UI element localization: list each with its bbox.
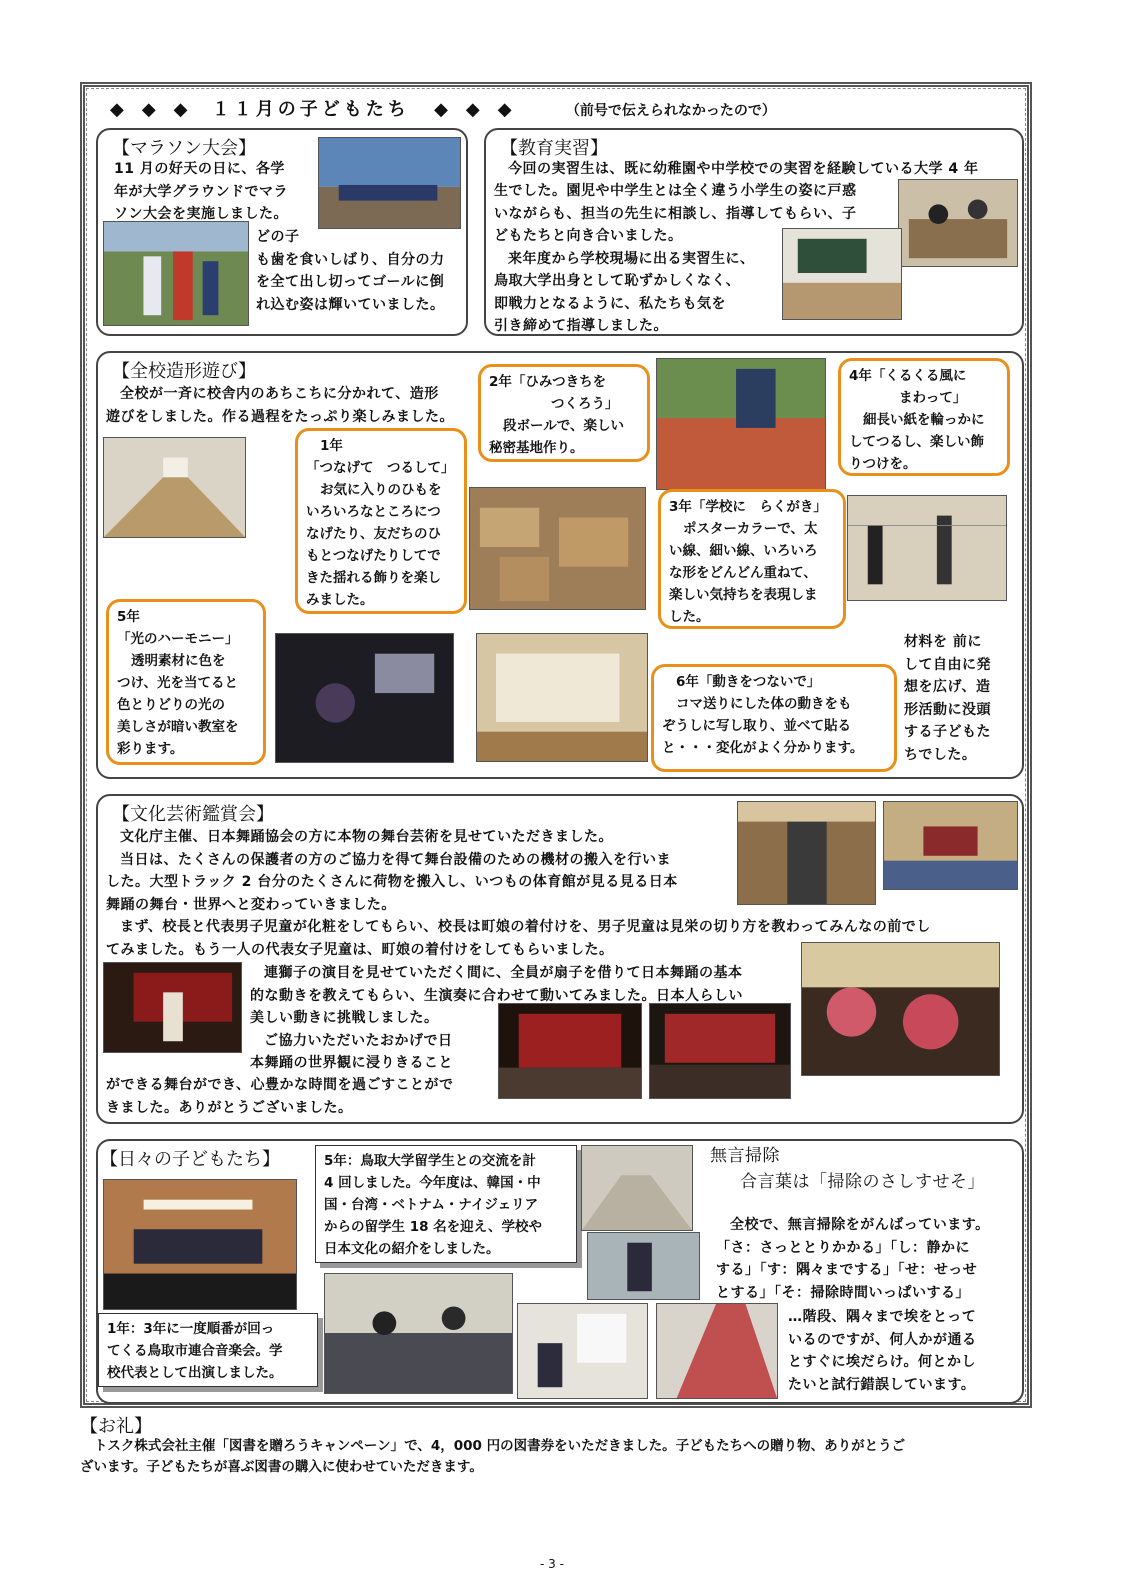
text-line: ざいます。子どもたちが喜ぶ図書の購入に使わせていただきます。 [80, 1459, 483, 1475]
daily-photo-stairs [656, 1303, 778, 1399]
practice-photo-1 [898, 179, 1018, 267]
page-note: （前号で伝えられなかったので） [565, 103, 776, 119]
zokei-photo-cardboard [469, 487, 646, 610]
zokei-closing [904, 631, 1020, 766]
text-line: どもたちと向き合いました。 [494, 228, 683, 244]
text-line: 生でした。園児や中学生とは全く違う小学生の姿に戸惑 [494, 183, 857, 199]
text-line: ができる舞台ができ、心豊かな時間を過ごすことがで [106, 1077, 454, 1093]
marathon-title: 【マラソン大会】 [112, 138, 256, 159]
grade2-bubble [478, 364, 650, 462]
text-line: どの子 [256, 229, 300, 245]
zokei-photo-gym [476, 633, 648, 762]
text-line: とする」「そ：掃除時間いっぱいする」 [716, 1284, 970, 1301]
bubble-line: きた揺れる飾りを楽し [306, 570, 441, 586]
text-line: 鳥取大学出身として恥ずかしくなく、 [494, 273, 741, 289]
bubble-line: 細長い紙を輪っかに [863, 412, 985, 428]
bubble-line: つくろう」 [551, 396, 619, 412]
text-line: 本舞踊の世界観に浸りきること [250, 1055, 453, 1071]
zokei-intro [106, 383, 486, 428]
zokei-photo-spinners [847, 495, 1007, 601]
text-line: して自由に発 [904, 656, 991, 673]
culture-photo-stage-1 [103, 962, 242, 1053]
text-line: 1年：3年に一度順番が回っ [107, 1321, 275, 1337]
text-line: てくる鳥取市連合音楽会。学 [107, 1343, 283, 1359]
text-line: れ込む姿は輝いていました。 [256, 296, 445, 313]
daily-photo-exchange [324, 1273, 513, 1394]
marathon-photo-track [318, 137, 461, 229]
text-line: 形活動に没頭 [904, 701, 991, 718]
text-line: 全校で、無言掃除をがんばっています。 [730, 1217, 990, 1233]
bubble-line: 美しさが暗い教室を [117, 719, 239, 735]
bubble-line: いろいろなところにつ [306, 504, 441, 520]
text-line: たいと試行錯誤しています。 [788, 1376, 976, 1393]
thanks-text [80, 1436, 1040, 1478]
daily-photo-cleaning-3 [517, 1303, 648, 1399]
zokei-title: 【全校造形遊び】 [112, 361, 256, 382]
culture-photo-fans [801, 942, 1000, 1076]
section-heading [110, 95, 1010, 123]
culture-photo-truck [737, 801, 876, 905]
culture-photo-stage-2 [498, 1003, 642, 1099]
page-number: - 3 - [540, 1557, 564, 1571]
grade5-exchange-box [315, 1145, 577, 1263]
bubble-line: 4年「くるくる風に [849, 368, 967, 384]
bubble-line: なげたり、友だちのひ [306, 526, 441, 542]
text-line: 文化庁主催、日本舞踊協会の方に本物の舞台芸術を見せていただきました。 [120, 829, 613, 845]
text-line: も歯を食いしばり、自分の力 [256, 251, 445, 268]
bubble-line: 「光のハーモニー」 [117, 631, 239, 647]
daily-photo-cleaning-1 [581, 1145, 693, 1231]
silent-cleaning-motto: 合言葉は「掃除のさしすせそ」 [740, 1172, 985, 1192]
text-line: ちでした。 [904, 746, 977, 763]
text-line: する」「す：隅々までする」「せ：せっせ [716, 1262, 978, 1278]
bubble-line: ぞうしに写し取り、並べて貼る [662, 718, 851, 734]
text-line: 来年度から学校現場に出る実習生に、 [508, 250, 755, 267]
bubble-line: もとつなげたりしてで [306, 548, 441, 564]
text-line: ソン大会を実施しました。 [114, 206, 288, 222]
silent-cleaning-title: 無言掃除 [710, 1146, 780, 1166]
text-line: トスク株式会社主催「図書を贈ろうキャンペーン」で、4，000 円の図書券をいただきました。子どもたちへの贈り物、ありがとうご [94, 1438, 906, 1454]
bubble-line: してつるし、楽しい飾 [849, 434, 984, 450]
marathon-text [114, 158, 314, 226]
grade5-bubble [106, 599, 266, 765]
grade1-bubble [295, 428, 467, 614]
text-line: 即戦力となるように、私たちも気を [494, 295, 726, 312]
zokei-photo-painting [656, 358, 826, 490]
text-line: 舞踊の舞台・世界へと変わっていきました。 [106, 896, 396, 913]
text-line: きました。ありがとうございました。 [106, 1099, 353, 1116]
text-line: 「さ：さっととりかかる」「し：静かに [716, 1239, 970, 1256]
text-line: 国・台湾・ベトナム・ナイジェリア [324, 1197, 539, 1213]
culture-text-4 [106, 1074, 506, 1119]
grade3-bubble [658, 489, 846, 629]
bubble-line: ポスターカラーで、太 [683, 521, 818, 537]
bubble-line: 透明素材に色を [131, 653, 226, 669]
text-line: 5年：鳥取大学留学生との交流を計 [324, 1153, 536, 1169]
daily-photo-cleaning-2 [587, 1232, 700, 1300]
text-line: した。大型トラック 2 台分のたくさんに荷物を搬入し、いつもの体育館が見る見る日本 [106, 874, 678, 890]
bubble-line: お気に入りのひもを [320, 482, 442, 498]
text-line: いるのですが、何人かが通る [788, 1331, 977, 1348]
zokei-photo-hallway [103, 437, 246, 538]
practice-title: 【教育実習】 [500, 138, 608, 159]
text-line: とすぐに埃だらけ。何とかし [788, 1354, 976, 1370]
diamond-decoration: ◆ ◆ ◆ [110, 99, 188, 120]
bubble-line: みました。 [306, 592, 374, 608]
text-line: いながらも、担当の先生に相談し、指導してもらい、子 [494, 205, 857, 222]
zokei-photo-light [275, 633, 454, 763]
text-line: 想を広げ、造 [904, 679, 991, 695]
text-line: 材料を 前に [904, 634, 982, 650]
text-line: 今回の実習生は、既に幼稚園や中学校での実習を経験している大学 4 年 [508, 161, 979, 177]
page-title: １１月の子どもたち [211, 99, 410, 120]
text-line: ご協力いただいたおかげで日 [264, 1032, 453, 1049]
practice-text [494, 158, 1022, 181]
culture-text [106, 826, 746, 916]
culture-title: 【文化芸術鑑賞会】 [112, 804, 274, 825]
thanks-title: 【お礼】 [80, 1416, 152, 1437]
bubble-line: りつけを。 [849, 456, 917, 472]
text-line: 4 回しました。今年度は、韓国・中 [324, 1175, 541, 1191]
daily-title: 【日々の子どもたち】 [100, 1149, 280, 1170]
bubble-line: 5年 [117, 609, 140, 625]
bubble-line: 楽しい気持ちを表現しま [669, 587, 818, 603]
silent-cleaning-text [716, 1214, 1016, 1304]
text-line: 全校が一斉に校舎内のあちこちに分かれて、造形 [120, 386, 439, 402]
text-line: 当日は、たくさんの保護者の方のご協力を得て舞台設備のための機材の搬入を行いま [120, 851, 671, 868]
daily-photo-concert [103, 1179, 297, 1310]
bubble-line: まわって」 [899, 390, 967, 406]
bubble-line: した。 [669, 609, 710, 625]
text-line: 校代表として出演しました。 [107, 1365, 283, 1381]
text-line: 引き締めて指導しました。 [494, 318, 668, 334]
text-line: する子どもた [904, 724, 991, 740]
bubble-line: な形をどんどん重ねて、 [669, 565, 817, 581]
bubble-line: 色とりどりの光の [117, 697, 225, 713]
bubble-line: 「つなげて つるして」 [306, 460, 455, 476]
text-line: 遊びをしました。作る過程をたっぷり楽しみました。 [106, 408, 454, 425]
bubble-line: と・・・変化がよく分かります。 [662, 740, 864, 756]
bubble-line: 6年「動きをつないで」 [676, 674, 821, 690]
text-line: 11 月の好天の日に、各学 [114, 161, 285, 177]
text-line: まず、校長と代表男子児童が化粧をしてもらい、校長は町娘の着付けを、男子児童は見栄の切り方を教わってみんなの前でし [120, 919, 931, 935]
text-line: …階段、隅々まで埃をとって [788, 1309, 977, 1325]
text-line: 連獅子の演目を見せていただく間に、全員が扇子を借りて日本舞踊の基本 [264, 965, 743, 981]
bubble-line: い線、細い線、いろいろ [669, 543, 818, 559]
text-line: てみました。もう一人の代表女子児童は、町娘の着付けをしてもらいました。 [106, 941, 614, 958]
grade1-concert-box [98, 1313, 318, 1387]
grade6-bubble [651, 664, 897, 772]
bubble-line: 1年 [320, 438, 343, 454]
bubble-line: 3年「学校に らくがき」 [669, 499, 827, 515]
text-line: 的な動きを教えてもらい、生演奏に合わせて動いてみました。日本人らしい [250, 987, 743, 1004]
practice-photo-2 [782, 228, 902, 320]
bubble-line: 段ボールで、楽しい [503, 418, 624, 434]
marathon-text-2 [256, 226, 466, 316]
culture-photo-gym [883, 801, 1018, 890]
bubble-line: 彩ります。 [117, 741, 184, 757]
text-line: 日本文化の紹介をしました。 [324, 1241, 500, 1257]
bubble-line: つけ、光を当てると [117, 675, 238, 691]
text-line: からの留学生 18 名を迎え、学校や [324, 1219, 542, 1235]
bubble-line: 秘密基地作り。 [489, 440, 584, 456]
text-line: 年が大学グラウンドでマラ [114, 183, 288, 200]
marathon-photo-runners [103, 221, 249, 326]
text-line: 美しい動きに挑戦しました。 [250, 1010, 439, 1026]
grade4-bubble [838, 358, 1010, 476]
bubble-line: 2年「ひみつきちを [489, 374, 607, 390]
bubble-line: コマ送りにした体の動きをも [676, 696, 852, 712]
text-line: を全て出し切ってゴールに倒 [256, 274, 445, 290]
culture-photo-stage-3 [649, 1003, 791, 1099]
diamond-decoration: ◆ ◆ ◆ [434, 99, 512, 120]
silent-cleaning-text-2 [788, 1306, 1016, 1396]
